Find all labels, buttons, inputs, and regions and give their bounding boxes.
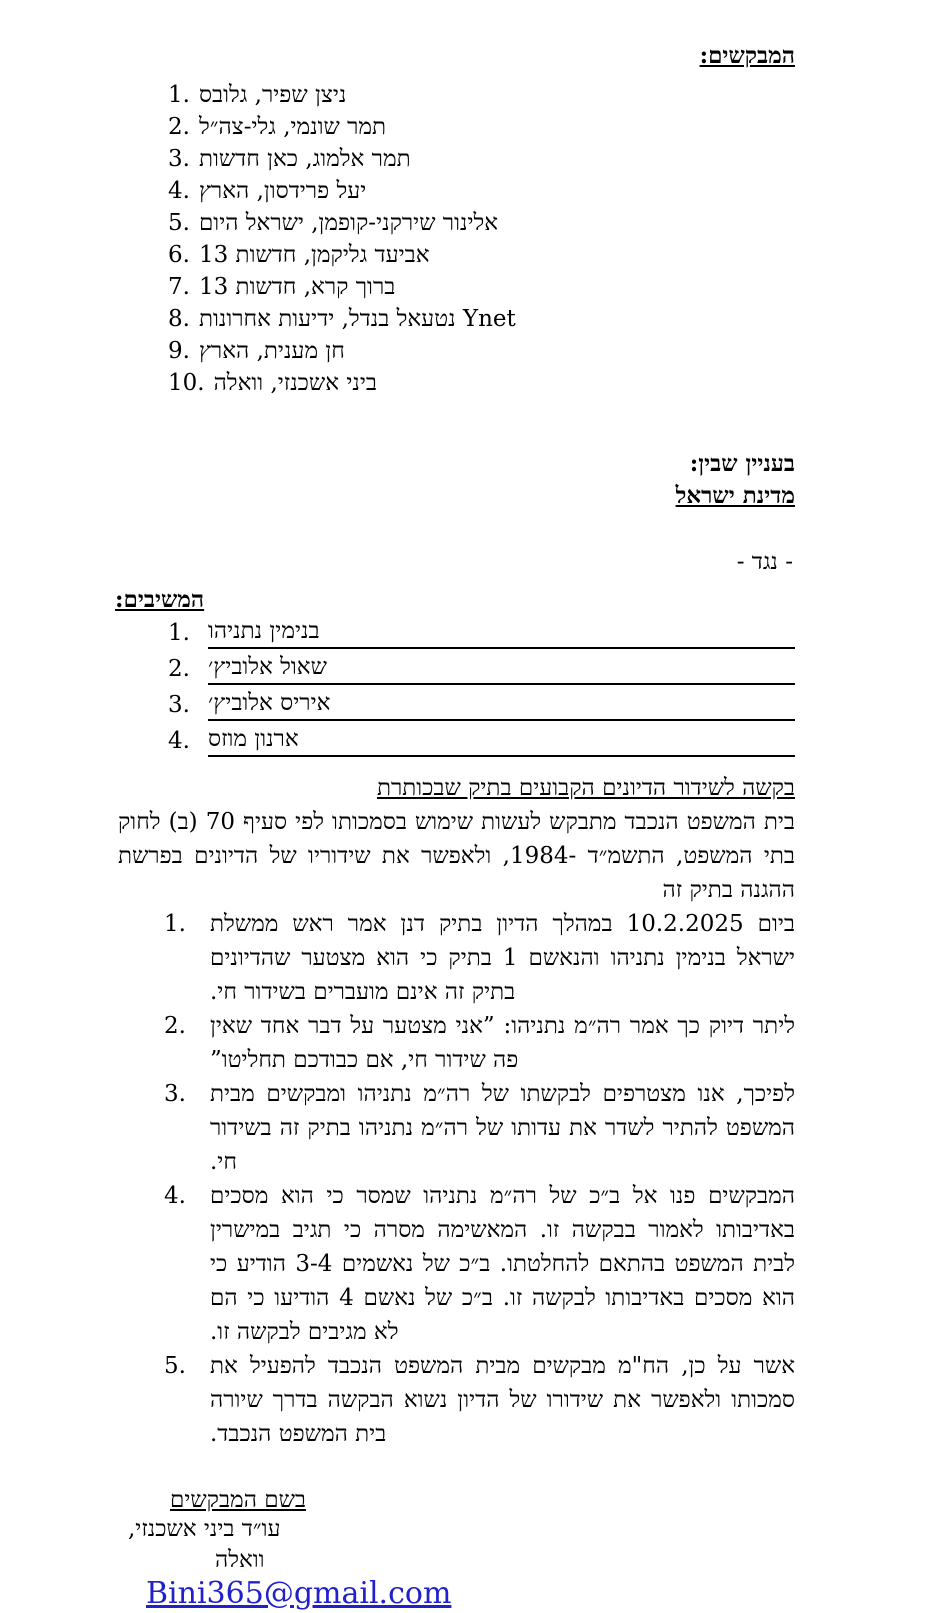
applicant-name: אלינור שירקני-קופמן, ישראל היום	[198, 210, 499, 236]
applicant-number: 5.	[168, 210, 190, 236]
motion-item-number: 5.	[164, 1353, 186, 1379]
applicant-item	[168, 111, 945, 143]
signature-on-behalf	[170, 1487, 520, 1514]
motion-item-text: ליתר דיוק כך אמר רה״מ נתניהו: ”אני מצטער על דבר אחד שאין פה שידור חי, אם כבודכם תחליטו”	[210, 1013, 795, 1073]
respondent-name-line	[208, 723, 795, 757]
applicant-number: 6.	[168, 242, 190, 268]
respondent-number: 1.	[168, 620, 190, 646]
motion-intro-paragraph: בית המשפט הנכבד מתבקש לעשות שימוש בסמכותו לפי סעיף 70 (ב) לחוק בתי המשפט, התשמ״ד -1984, ולאפשר את שידוריו של הדיונים בפרשת ההגנה בתיק זה	[118, 809, 796, 903]
motion-item	[164, 1009, 795, 1077]
motion-item	[164, 1077, 795, 1179]
applicant-item	[168, 335, 945, 367]
respondent-row	[168, 685, 795, 721]
applicant-name: אביעד גליקמן, חדשות 13	[198, 242, 430, 268]
respondents-list	[168, 613, 795, 757]
motion-numbered-items	[164, 907, 796, 1451]
respondent-number: 2.	[168, 656, 190, 682]
motion-item-text: ביום 10.2.2025 במהלך הדיון בתיק דנן אמר ראש ממשלת ישראל בנימין נתניהו והנאשם 1 בתיק כי הוא מצטער שהדיונים בתיק זה אינם מועברים בשידור חי.	[210, 911, 796, 1005]
respondent-number: 3.	[168, 692, 190, 718]
motion-item	[164, 1349, 795, 1451]
motion-item-number: 3.	[164, 1081, 186, 1107]
motion-item-text: לפיכך, אנו מצטרפים לבקשתו של רה״מ נתניהו ומבקשים מבית המשפט להתיר לשדר את עדותו של רה״מ נתניהו בתיק זה בשידור חי.	[210, 1081, 795, 1175]
applicant-name: תמר אלמוג, כאן חדשות	[198, 146, 411, 172]
respondent-name-line	[208, 651, 795, 685]
applicant-name: יעל פרידסון, הארץ	[198, 178, 367, 204]
applicants-list	[168, 79, 945, 399]
applicant-name: תמר שונמי, גלי-צה״ל	[198, 114, 387, 140]
motion-item-number: 1.	[164, 911, 186, 937]
respondent-number: 4.	[168, 728, 190, 754]
applicant-item	[168, 271, 945, 303]
applicant-item	[168, 175, 945, 207]
applicant-item	[168, 207, 945, 239]
respondent-name: ארנון מוזס	[208, 726, 299, 752]
applicant-item	[168, 303, 945, 335]
signature-attorney-name: עו״ד ביני אשכנזי,	[128, 1516, 281, 1542]
respondents-section-title	[115, 586, 945, 613]
applicant-number: 2.	[168, 114, 190, 140]
motion-heading	[0, 771, 945, 805]
applicant-number: 4.	[168, 178, 190, 204]
respondent-name: איריס אלוביץ׳	[208, 690, 331, 716]
motion-item	[164, 907, 796, 1009]
respondent-name-line	[208, 615, 795, 649]
motion-item-text: המבקשים פנו אל ב״כ של רה״מ נתניהו שמסר כי הוא מסכים באדיבותו לאמור בבקשה זו. המאשימה מסרה כי תגיב במישרין לבית המשפט בהתאם להחלטתו. ב״כ של נאשמים 3-4 הודיע כי הוא מסכים באדיבותו לבקשה זו. ב״כ של נאשם 4 הודיעו כי הם לא מגיבים לבקשה זו.	[210, 1183, 795, 1345]
respondent-row	[168, 721, 795, 757]
applicant-number: 10.	[168, 370, 205, 396]
respondent-row	[168, 649, 795, 685]
applicant-name: ביני אשכנזי, וואלה	[213, 370, 377, 396]
versus-separator: - נגד -	[736, 549, 793, 575]
motion-item-number: 4.	[164, 1183, 186, 1209]
applicant-number: 7.	[168, 274, 190, 300]
applicant-name: חן מענית, הארץ	[198, 338, 345, 364]
applicant-name: נטעאל בנדל, ידיעות אחרונות Ynet	[198, 306, 516, 332]
applicant-name: ניצן שפיר, גלובס	[198, 82, 347, 108]
signature-organization: וואלה	[215, 1547, 265, 1573]
case-between-label: בעניין שבין:	[689, 450, 795, 477]
petitioner-name	[0, 483, 945, 509]
applicants-title-text: המבקשים:	[699, 42, 795, 69]
respondent-name: שאול אלוביץ׳	[208, 654, 327, 680]
motion-item-number: 2.	[164, 1013, 186, 1039]
motion-item-text: אשר על כן, הח"מ מבקשים מבית המשפט הנכבד להפעיל את סמכותו ולאפשר את שידורו של הדיון נשוא הבקשה בדרך שיורה בית המשפט הנכבד.	[210, 1353, 795, 1447]
signature-on-behalf-text: בשם המבקשים	[170, 1487, 306, 1513]
applicant-item	[168, 79, 945, 111]
respondent-name-line	[208, 687, 795, 721]
applicant-item	[168, 239, 945, 271]
motion-heading-text: בקשה לשידור הדיונים הקבועים בתיק שבכותרת	[376, 775, 795, 801]
petitioner-name-text: מדינת ישראל	[675, 482, 795, 509]
respondents-title-text: המשיבים:	[115, 586, 205, 613]
respondent-row	[168, 613, 795, 649]
applicants-section-title	[0, 0, 945, 69]
applicant-item	[168, 367, 945, 399]
respondent-name: בנימין נתניהו	[208, 618, 320, 644]
applicant-name: ברוך קרא, חדשות 13	[198, 274, 396, 300]
signature-block	[0, 1487, 520, 1613]
applicant-number: 9.	[168, 338, 190, 364]
applicant-number: 1.	[168, 82, 190, 108]
applicant-item	[168, 143, 945, 175]
motion-item	[164, 1179, 795, 1349]
signature-email-line	[146, 1575, 520, 1613]
applicant-number: 8.	[168, 306, 190, 332]
applicant-number: 3.	[168, 146, 190, 172]
email-link[interactable]: Bini365@gmail.com	[146, 1576, 452, 1611]
